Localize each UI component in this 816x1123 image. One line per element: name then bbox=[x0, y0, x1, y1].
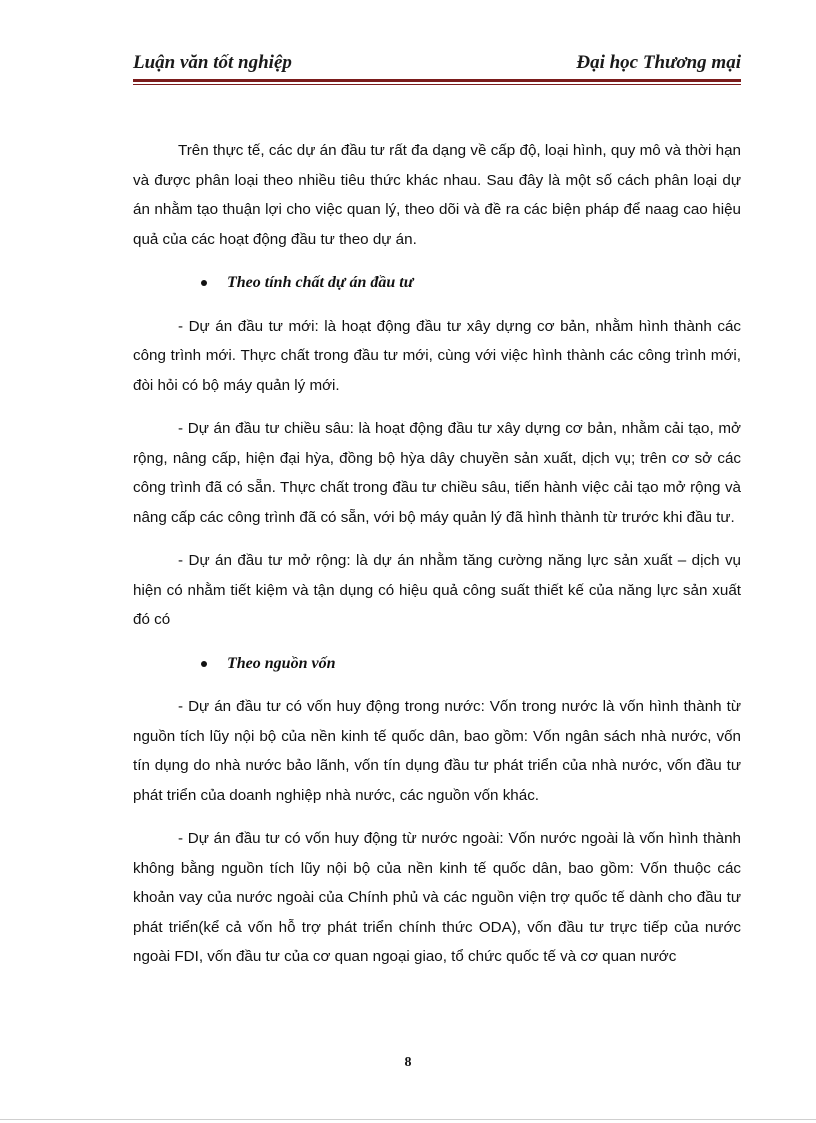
header-rule-thin bbox=[133, 84, 741, 85]
bullet-icon bbox=[201, 280, 207, 286]
body-text bbox=[133, 136, 741, 986]
header-thesis-title: Luận văn tốt nghiệp bbox=[133, 52, 292, 73]
paragraph-expansion-investment: - Dự án đầu tư mở rộng: là dự án nhằm tăng cường năng lực sản xuất – dịch vụ hiện có nhằm tiết kiệm và tận dụng có hiệu quả công suất thiết kế của năng lực sản xuất đó có bbox=[133, 552, 741, 628]
paragraph-new-investment: - Dự án đầu tư mới: là hoạt động đầu tư xây dựng cơ bản, nhằm hình thành các công trình mới. Thực chất trong đầu tư mới, cùng với việc hình thành các công trình mới, đòi hỏi có bộ máy quản lý mới. bbox=[133, 317, 741, 394]
page-header bbox=[133, 50, 741, 80]
paragraph-depth-investment: - Dự án đầu tư chiều sâu: là hoạt động đầu tư xây dựng cơ bản, nhằm cải tạo, mở rộng, nâng cấp, hiện đại hỳa, đồng bộ hỳa dây chuyền sản xuất, dịch vụ; trên cơ sở các công trình đã có sẵn. Thực chất trong đầu tư chiều sâu, tiến hành việc cải tạo mở rộng và nâng cấp các công trình đã có sẵn, với bộ máy quản lý đã hình thành từ trước khi đầu tư. bbox=[133, 420, 741, 526]
section-heading-text: Theo nguồn vốn bbox=[227, 654, 336, 672]
bullet-icon bbox=[201, 661, 207, 667]
page-number: 8 bbox=[404, 1055, 412, 1070]
paragraph-foreign-capital: - Dự án đầu tư có vốn huy động từ nước ngoài: Vốn nước ngoài là vốn hình thành không bằng nguồn tích lũy nội bộ của nền kinh tế quốc dân, bao gồm: Vốn thuộc các khoản vay của nước ngoài của Chính phủ và các nguồn viện trợ quốc tế dành cho đầu tư phát triển(kể cả vốn hỗ trợ phát triển chính thức ODA), vốn đầu tư trực tiếp của nước ngoài FDI, vốn đầu tư của cơ quan ngoại giao, tổ chức quốc tế và cơ quan nước bbox=[133, 830, 741, 965]
section-heading-project-nature bbox=[133, 268, 741, 298]
section-heading-text: Theo tính chất dự án đầu tư bbox=[227, 274, 414, 291]
section-heading-capital-source bbox=[133, 649, 741, 679]
header-rule-thick bbox=[133, 79, 741, 82]
page-bottom-edge bbox=[0, 1119, 816, 1120]
header-university-name: Đại học Thương mại bbox=[576, 52, 741, 73]
paragraph-intro: Trên thực tế, các dự án đầu tư rất đa dạng về cấp độ, loại hình, quy mô và thời hạn và được phân loại theo nhiều tiêu thức khác nhau. Sau đây là một số cách phân loại dự án nhằm tạo thuận lợi cho việc quan lý, theo dõi và đề ra các biện pháp để naag cao hiệu quả của các hoạt động đầu tư theo dự án. bbox=[133, 142, 741, 248]
paragraph-domestic-capital: - Dự án đầu tư có vốn huy động trong nước: Vốn trong nước là vốn hình thành từ nguồn tích lũy nội bộ của nền kinh tế quốc dân, bao gồm: Vốn ngân sách nhà nước, vốn tín dụng do nhà nước bảo lãnh, vốn tín dụng đầu tư phát triển của nhà nước, vốn đầu tư phát triển của doanh nghiệp nhà nước, các nguồn vốn khác. bbox=[133, 698, 741, 804]
